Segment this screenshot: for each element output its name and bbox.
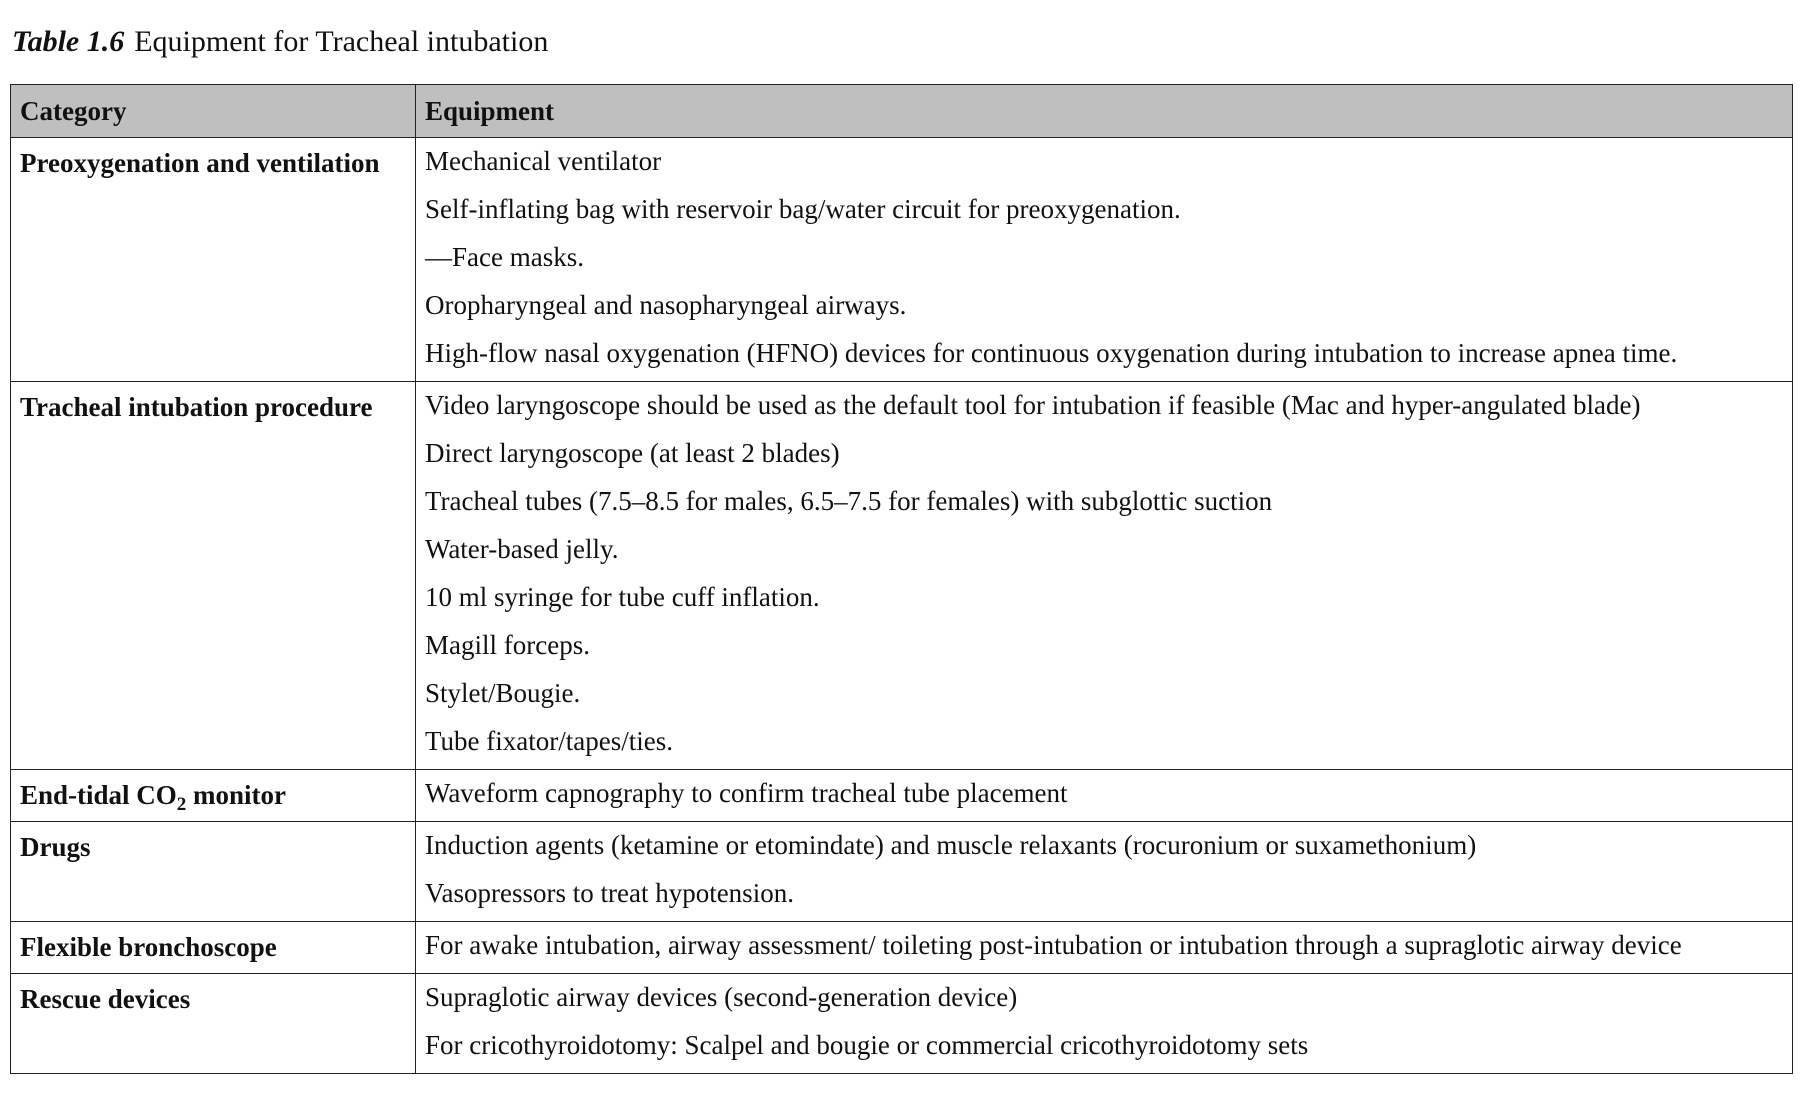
equipment-cell: [416, 770, 1793, 822]
equipment-item: Induction agents (ketamine or etomindate) and muscle relaxants (rocuronium or suxamethonium): [425, 830, 1477, 860]
category-text: End-tidal CO: [20, 780, 177, 810]
table-row: [11, 822, 1793, 922]
category-cell: Rescue devices: [11, 974, 416, 1074]
category-text-suffix: monitor: [186, 780, 287, 810]
equipment-item: High-flow nasal oxygenation (HFNO) devices for continuous oxygenation during intubation to increase apnea time.: [425, 338, 1678, 368]
equipment-item: Tube fixator/tapes/ties.: [425, 726, 673, 756]
equipment-item: Vasopressors to treat hypotension.: [425, 878, 794, 908]
category-cell: [11, 770, 416, 822]
table-row: [11, 138, 1793, 382]
table-caption: [12, 22, 548, 62]
table-row: [11, 382, 1793, 770]
equipment-item: Oropharyngeal and nasopharyngeal airways.: [425, 290, 907, 320]
equipment-item: Water-based jelly.: [425, 534, 619, 564]
equipment-cell: [416, 382, 1793, 770]
table-row: [11, 974, 1793, 1074]
equipment-item: For cricothyroidotomy: Scalpel and bougie or commercial cricothyroidotomy sets: [425, 1030, 1309, 1060]
header-category: Category: [11, 85, 416, 138]
equipment-item: Tracheal tubes (7.5–8.5 for males, 6.5–7.5 for females) with subglottic suction: [425, 486, 1273, 516]
table-row: [11, 770, 1793, 822]
equipment-item: Waveform capnography to confirm tracheal tube placement: [425, 778, 1068, 808]
table-title: Equipment for Tracheal intubation: [134, 25, 549, 58]
equipment-item: Direct laryngoscope (at least 2 blades): [425, 438, 840, 468]
equipment-cell: [416, 922, 1793, 974]
table-number: Table 1.6: [12, 25, 125, 58]
equipment-item: —Face masks.: [425, 242, 584, 272]
equipment-cell: [416, 974, 1793, 1074]
equipment-cell: [416, 822, 1793, 922]
category-cell: Tracheal intubation procedure: [11, 382, 416, 770]
equipment-item: Stylet/Bougie.: [425, 678, 581, 708]
equipment-cell: [416, 138, 1793, 382]
equipment-item: Supraglotic airway devices (second-generation device): [425, 982, 1018, 1012]
table-row: [11, 922, 1793, 974]
equipment-item: Video laryngoscope should be used as the default tool for intubation if feasible (Mac and hyper-angulated blade): [425, 390, 1641, 420]
equipment-item: 10 ml syringe for tube cuff inflation.: [425, 582, 820, 612]
equipment-item: Mechanical ventilator: [425, 146, 662, 176]
equipment-item: Self-inflating bag with reservoir bag/water circuit for preoxygenation.: [425, 194, 1181, 224]
subscript-2: 2: [176, 794, 187, 815]
category-cell: Flexible bronchoscope: [11, 922, 416, 974]
header-row: [11, 85, 1793, 138]
category-cell: Preoxygenation and ventilation: [11, 138, 416, 382]
equipment-item: For awake intubation, airway assessment/ toileting post-intubation or intubation through a supraglotic airway device: [425, 930, 1682, 960]
category-cell: Drugs: [11, 822, 416, 922]
equipment-item: Magill forceps.: [425, 630, 590, 660]
header-equipment: Equipment: [416, 85, 1793, 138]
equipment-table: [10, 84, 1793, 1074]
